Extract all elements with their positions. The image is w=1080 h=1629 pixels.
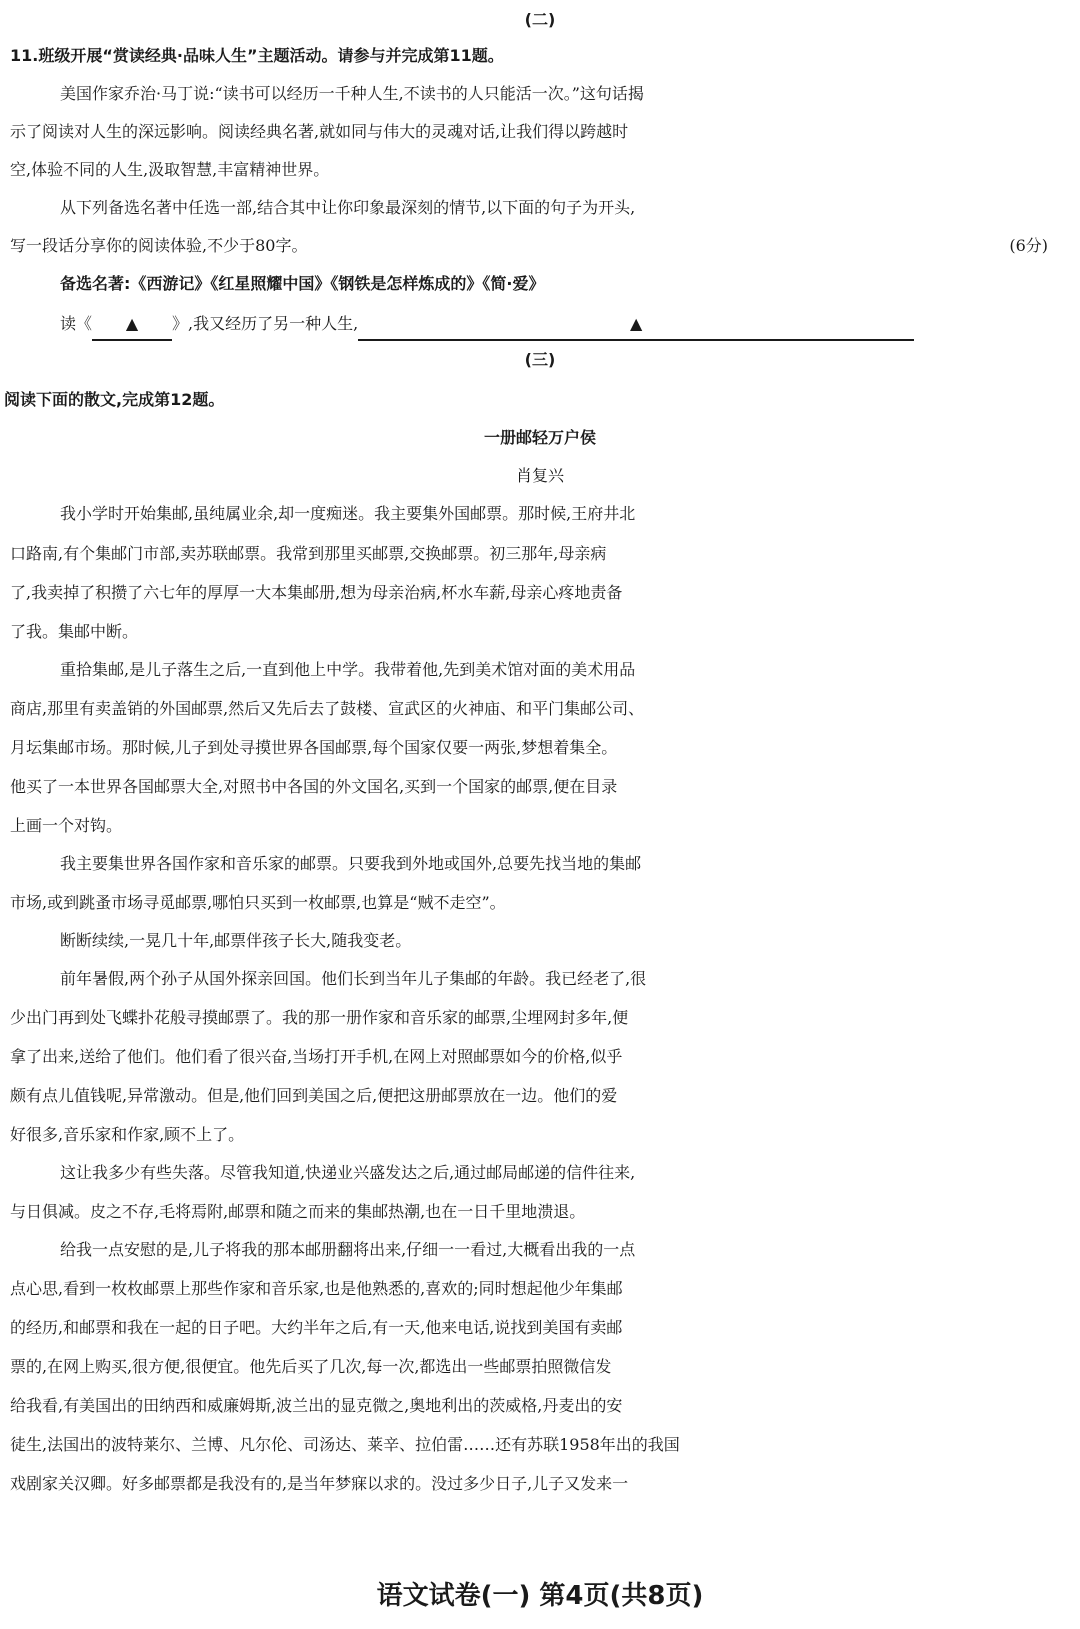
intro-line-2: 示了阅读对人生的深远影响。阅读经典名著,就如同与伟大的灵魂对话,让我们得以跨越时 xyxy=(10,122,629,141)
essay-line: 颇有点儿值钱呢,异常激动。但是,他们回到美国之后,便把这册邮票放在一边。他们的爱 xyxy=(10,1086,618,1105)
essay-line: 给我一点安慰的是,儿子将我的那本邮册翻将出来,仔细一一看过,大概看出我的一点 xyxy=(60,1240,636,1259)
essay-line: 票的,在网上购买,很方便,很便宜。他先后买了几次,每一次,都选出一些邮票拍照微信发 xyxy=(10,1357,612,1376)
essay-line: 我主要集世界各国作家和音乐家的邮票。只要我到外地或国外,总要先找当地的集邮 xyxy=(60,854,642,873)
books-list: 《西游记》《红星照耀中国》《钢铁是怎样炼成的》《简·爱》 xyxy=(130,274,545,293)
answer-prompt xyxy=(0,306,1080,342)
essay-line: 了,我卖掉了积攒了六七年的厚厚一大本集邮册,想为母亲治病,杯水车薪,母亲心疼地责备 xyxy=(10,583,623,602)
essay-line: 拿了出来,送给了他们。他们看了很兴奋,当场打开手机,在网上对照邮票如今的价格,似乎 xyxy=(10,1047,623,1066)
essay-line: 口路南,有个集邮门市部,卖苏联邮票。我常到那里买邮票,交换邮票。初三那年,母亲病 xyxy=(10,544,607,563)
essay-line: 上画一个对钩。 xyxy=(10,816,123,835)
answer-blank-line[interactable] xyxy=(358,309,914,341)
essay-line: 徒生,法国出的波特莱尔、兰博、凡尔伦、司汤达、莱辛、拉伯雷……还有苏联1958年出的我国 xyxy=(10,1435,680,1454)
essay-author: 肖复兴 xyxy=(515,466,564,485)
essay-line: 前年暑假,两个孙子从国外探亲回国。他们长到当年儿子集邮的年龄。我已经老了,很 xyxy=(60,969,647,988)
prompt-prefix: 读《 xyxy=(60,314,93,333)
task-line-1: 从下列备选名著中任选一部,结合其中让你印象最深刻的情节,以下面的句子为开头, xyxy=(60,198,636,217)
essay-line: 的经历,和邮票和我在一起的日子吧。大约半年之后,有一天,他来电话,说找到美国有卖邮 xyxy=(10,1318,623,1337)
essay-line: 好很多,音乐家和作家,顾不上了。 xyxy=(10,1125,245,1144)
essay-line: 商店,那里有卖盖销的外国邮票,然后又先后去了鼓楼、宣武区的火神庙、和平门集邮公司、 xyxy=(10,699,645,718)
essay-line: 了我。集邮中断。 xyxy=(10,622,139,641)
essay-line: 与日俱减。皮之不存,毛将焉附,邮票和随之而来的集邮热潮,也在一日千里地溃退。 xyxy=(10,1202,586,1221)
intro-line-1: 美国作家乔治·马丁说:“读书可以经历一千种人生,不读书的人只能活一次。”这句话揭 xyxy=(60,84,644,103)
essay-line: 这让我多少有些失落。尽管我知道,快递业兴盛发达之后,通过邮局邮递的信件往来, xyxy=(60,1163,636,1182)
section-heading-2: (二) xyxy=(524,10,556,29)
reading-instruction: 阅读下面的散文,完成第12题。 xyxy=(4,390,225,409)
essay-title: 一册邮轻万户侯 xyxy=(483,428,596,447)
essay-line: 市场,或到跳蚤市场寻觅邮票,哪怕只买到一枚邮票,也算是“贼不走空”。 xyxy=(10,893,506,912)
intro-line-3: 空,体验不同的人生,汲取智慧,丰富精神世界。 xyxy=(10,160,330,179)
essay-line: 戏剧家关汉卿。好多邮票都是我没有的,是当年梦寐以求的。没过多少日子,儿子又发来一 xyxy=(10,1474,629,1493)
essay-line: 月坛集邮市场。那时候,儿子到处寻摸世界各国邮票,每个国家仅要一两张,梦想着集全。 xyxy=(10,738,618,757)
essay-line: 断断续续,一晃几十年,邮票伴孩子长大,随我变老。 xyxy=(60,931,412,950)
books-label: 备选名著: xyxy=(60,274,131,293)
essay-line: 少出门再到处飞蝶扑花般寻摸邮票了。我的那一册作家和音乐家的邮票,尘埋网封多年,便 xyxy=(10,1008,629,1027)
page-footer: 语文试卷(一) 第4页(共8页) xyxy=(376,1581,704,1611)
essay-line: 他买了一本世界各国邮票大全,对照书中各国的外文国名,买到一个国家的邮票,便在目录 xyxy=(10,777,618,796)
task-line-2 xyxy=(0,228,1080,264)
essay-line: 点心思,看到一枚枚邮票上那些作家和音乐家,也是他熟悉的,喜欢的;同时想起他少年集邮 xyxy=(10,1279,623,1298)
blank-triangle-mark: ▲ xyxy=(125,314,139,333)
prompt-middle: 》,我又经历了另一种人生, xyxy=(172,314,359,333)
answer-triangle-mark: ▲ xyxy=(630,314,643,333)
book-title-blank[interactable] xyxy=(92,309,172,341)
task-line-2-text: 写一段话分享你的阅读体验,不少于80字。 xyxy=(10,236,308,255)
essay-line: 给我看,有美国出的田纳西和威廉姆斯,波兰出的显克微之,奥地利出的茨威格,丹麦出的安 xyxy=(10,1396,623,1415)
candidate-books xyxy=(0,266,1080,302)
score-label: (6分) xyxy=(1009,236,1048,255)
section-heading-3: (三) xyxy=(524,350,556,369)
question-11-title: 11.班级开展“赏读经典·品味人生”主题活动。请参与并完成第11题。 xyxy=(10,46,504,65)
essay-line: 重拾集邮,是儿子落生之后,一直到他上中学。我带着他,先到美术馆对面的美术用品 xyxy=(60,660,636,679)
essay-line: 我小学时开始集邮,虽纯属业余,却一度痴迷。我主要集外国邮票。那时候,王府井北 xyxy=(60,504,636,523)
